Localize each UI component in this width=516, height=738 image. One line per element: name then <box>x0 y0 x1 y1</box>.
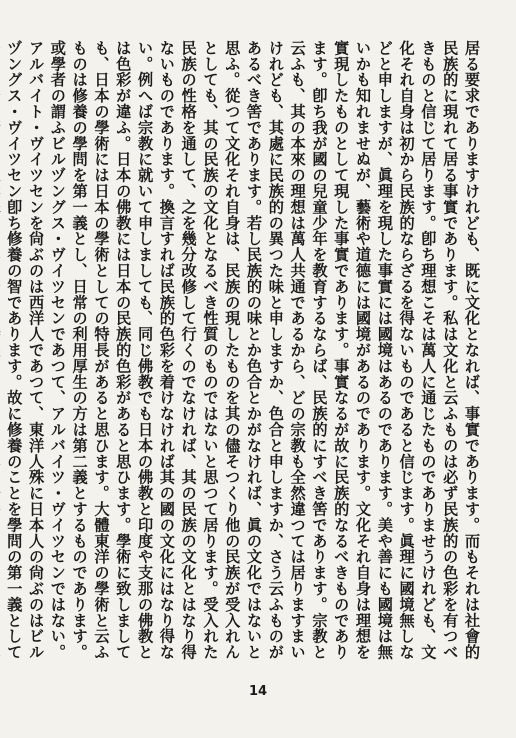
page-number: 14 <box>248 684 268 699</box>
body-text <box>5 40 482 660</box>
paragraph: 居る要求でありますけれども、既に文化となれば、事實であります。而もそれは社會的民族的に現れて居る事實であります。私は文化と云ふものは必ず民族的の色彩を有つべきものと信じて居ります。卽ち理想こそは萬人に通じたものでありませうけれども、文化それ自身は初から民族的ならざるを得ないものであると信じます。眞理に國境無しなどと申しますが、眞理を現した事實には國境はあるのであります。美や善にも國境は無いかも知れませぬが、藝術や道德には國境があるのであります。文化それ自身は理想を實現したものとして現した事實であります。事實なるが故に民族的なるべきものであります。卽ち我が國の兒童少年を教育するならば、民族的にすべき筈であります。宗教と云ふも、其の本來の理想は萬人共通であるから、どの宗教も全然違つては居りますまいけれども、其處に民族的の異つた味と申しますか、色合と申しますか、さう云ふものがあるべき筈であります。若し民族的の味とか色合とかがなければ、眞の文化ではないと思ふ。從つて文化それ自身は、民族の現したものを其の儘そつくり他の民族が受入れんとしても、其の民族の文化となるべき性質のものではないと思つて居ります。受入れた民族の性格を通して、之を幾分改修して行くのでなければ、其の民族の文化とはなり得ないものであります。換言すれば民族的色彩を着けなければ其の國の文化にはなり得ない。例へば宗教に就いて申しましても、同じ佛教でも日本の佛教と印度や支那の佛教とは色彩が違ふ。日本の佛教には日本の民族的色彩があると思ひます。學術に致しましても、日本の學術には日本の學術としての特長があると思ひます。大體東洋の學術と云ふものは修養の學問を第一義とし、日常の利用厚生の方は第二義とするものであります。或學者の謂ふビルヅングス・ヴイツセンであつて、アルバイツ・ヴイツセンではない。アルバイト・ヴイツセンを尙ぶのは西洋人であつて、東洋人殊に日本人の尙ぶのはビルヅングス・ヴイツセン卽ち修養の智であります。故に修養のことを學問の第一義として <box>5 40 481 660</box>
